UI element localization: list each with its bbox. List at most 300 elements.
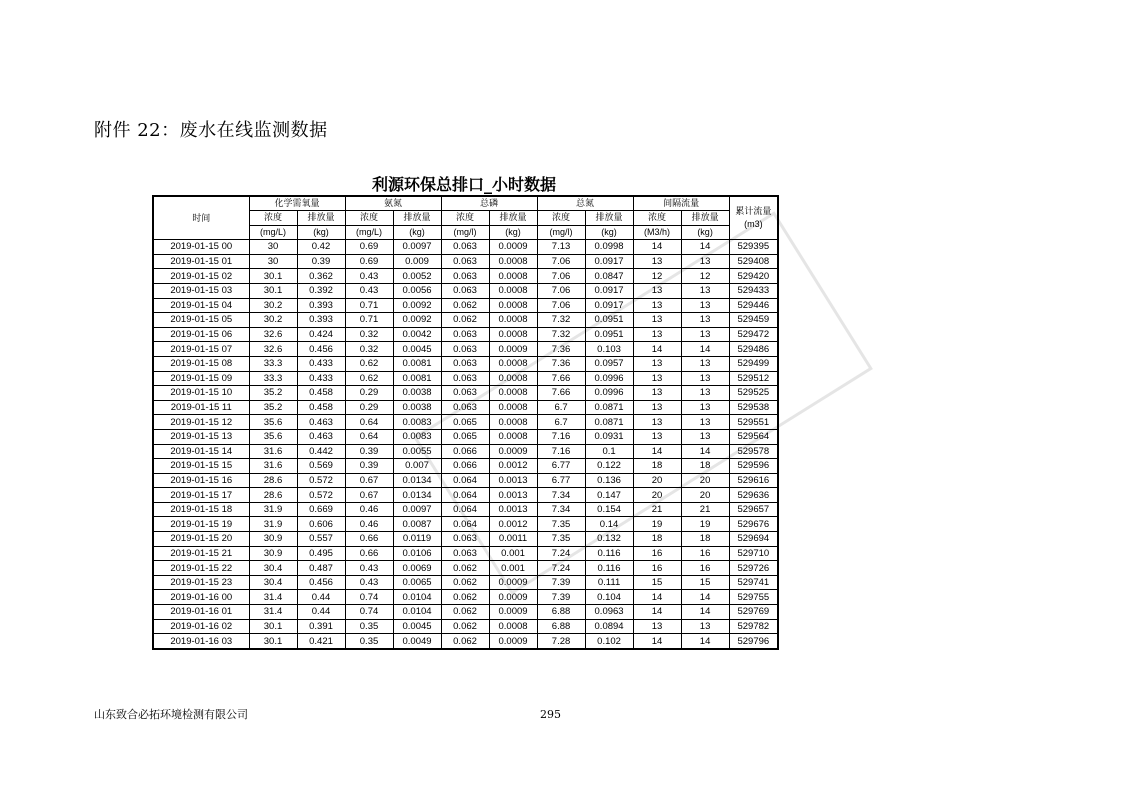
value-cell: 6.88 [537, 619, 585, 634]
time-cell: 2019-01-15 18 [153, 502, 249, 517]
table-row [153, 619, 778, 634]
value-cell: 0.063 [441, 532, 489, 547]
unit-header: (mg/l) [537, 225, 585, 240]
value-cell: 0.44 [297, 605, 345, 620]
group-header: 总氮 [537, 196, 633, 211]
unit-header: (kg) [585, 225, 633, 240]
time-cell: 2019-01-15 02 [153, 269, 249, 284]
value-cell: 529564 [729, 429, 778, 444]
value-cell: 0.0871 [585, 400, 633, 415]
value-cell: 7.66 [537, 371, 585, 386]
value-cell: 0.0045 [393, 619, 441, 634]
value-cell: 35.6 [249, 429, 297, 444]
value-cell: 0.0013 [489, 502, 537, 517]
table-title: 利源环保总排口_小时数据 [371, 175, 556, 194]
value-cell: 20 [633, 473, 681, 488]
value-cell: 20 [681, 473, 729, 488]
value-cell: 0.67 [345, 488, 393, 503]
value-cell: 0.35 [345, 634, 393, 649]
value-cell: 0.0087 [393, 517, 441, 532]
value-cell: 13 [633, 298, 681, 313]
table-row [153, 444, 778, 459]
value-cell: 0.66 [345, 532, 393, 547]
value-cell: 13 [681, 371, 729, 386]
value-cell: 0.66 [345, 546, 393, 561]
time-cell: 2019-01-16 03 [153, 634, 249, 649]
value-cell: 0.063 [441, 327, 489, 342]
time-cell: 2019-01-16 01 [153, 605, 249, 620]
value-cell: 7.39 [537, 575, 585, 590]
value-cell: 0.0042 [393, 327, 441, 342]
value-cell: 529710 [729, 546, 778, 561]
value-cell: 19 [633, 517, 681, 532]
value-cell: 0.0013 [489, 473, 537, 488]
value-cell: 33.3 [249, 371, 297, 386]
value-cell: 14 [633, 444, 681, 459]
value-cell: 0.0055 [393, 444, 441, 459]
table-row [153, 517, 778, 532]
value-cell: 0.0009 [489, 590, 537, 605]
value-cell: 0.063 [441, 356, 489, 371]
unit-header: (M3/h) [633, 225, 681, 240]
value-cell: 0.0083 [393, 415, 441, 430]
value-cell: 0.063 [441, 254, 489, 269]
value-cell: 0.062 [441, 605, 489, 620]
value-cell: 0.062 [441, 634, 489, 649]
value-cell: 0.0008 [489, 619, 537, 634]
value-cell: 0.669 [297, 502, 345, 517]
value-cell: 0.569 [297, 459, 345, 474]
time-cell: 2019-01-15 14 [153, 444, 249, 459]
unit-header: (kg) [297, 225, 345, 240]
value-cell: 12 [681, 269, 729, 284]
value-cell: 0.0008 [489, 400, 537, 415]
cumulative-header-label: 累计流量 [735, 206, 772, 217]
value-cell: 0.29 [345, 386, 393, 401]
value-cell: 0.424 [297, 327, 345, 342]
value-cell: 13 [681, 400, 729, 415]
value-cell: 0.0996 [585, 386, 633, 401]
value-cell: 14 [681, 605, 729, 620]
table-row [153, 634, 778, 649]
value-cell: 529578 [729, 444, 778, 459]
value-cell: 0.0008 [489, 254, 537, 269]
value-cell: 529408 [729, 254, 778, 269]
value-cell: 0.0009 [489, 342, 537, 357]
value-cell: 18 [681, 459, 729, 474]
column-header: 浓度 [249, 211, 297, 226]
value-cell: 35.2 [249, 400, 297, 415]
value-cell: 529512 [729, 371, 778, 386]
value-cell: 0.393 [297, 298, 345, 313]
time-cell: 2019-01-15 23 [153, 575, 249, 590]
value-cell: 20 [681, 488, 729, 503]
value-cell: 0.0917 [585, 283, 633, 298]
value-cell: 13 [633, 356, 681, 371]
value-cell: 0.0092 [393, 313, 441, 328]
column-header: 浓度 [345, 211, 393, 226]
value-cell: 0.116 [585, 546, 633, 561]
value-cell: 0.0996 [585, 371, 633, 386]
value-cell: 0.495 [297, 546, 345, 561]
value-cell: 6.77 [537, 473, 585, 488]
value-cell: 529499 [729, 356, 778, 371]
time-cell: 2019-01-15 06 [153, 327, 249, 342]
value-cell: 529486 [729, 342, 778, 357]
table-row [153, 386, 778, 401]
value-cell: 0.104 [585, 590, 633, 605]
value-cell: 13 [681, 356, 729, 371]
value-cell: 13 [681, 254, 729, 269]
value-cell: 0.0009 [489, 575, 537, 590]
value-cell: 0.458 [297, 386, 345, 401]
value-cell: 0.433 [297, 371, 345, 386]
value-cell: 0.0009 [489, 634, 537, 649]
value-cell: 0.1 [585, 444, 633, 459]
value-cell: 7.32 [537, 313, 585, 328]
value-cell: 30.1 [249, 619, 297, 634]
value-cell: 18 [633, 532, 681, 547]
value-cell: 0.0104 [393, 605, 441, 620]
value-cell: 0.0134 [393, 488, 441, 503]
value-cell: 7.39 [537, 590, 585, 605]
footer-company: 山东致合必拓环境检测有限公司 [94, 708, 248, 721]
value-cell: 6.7 [537, 415, 585, 430]
value-cell: 28.6 [249, 488, 297, 503]
monitoring-data-table [152, 195, 779, 650]
value-cell: 0.433 [297, 356, 345, 371]
value-cell: 13 [633, 283, 681, 298]
value-cell: 0.0081 [393, 356, 441, 371]
table-row [153, 473, 778, 488]
column-header: 浓度 [537, 211, 585, 226]
value-cell: 31.6 [249, 459, 297, 474]
value-cell: 14 [633, 590, 681, 605]
value-cell: 0.0104 [393, 590, 441, 605]
group-header: 氨氮 [345, 196, 441, 211]
unit-header: (mg/L) [249, 225, 297, 240]
value-cell: 0.0008 [489, 283, 537, 298]
unit-header: (kg) [393, 225, 441, 240]
table-row [153, 327, 778, 342]
value-cell: 0.421 [297, 634, 345, 649]
value-cell: 0.32 [345, 342, 393, 357]
value-cell: 0.39 [297, 254, 345, 269]
value-cell: 0.463 [297, 429, 345, 444]
value-cell: 0.062 [441, 619, 489, 634]
value-cell: 0.062 [441, 313, 489, 328]
table-row [153, 283, 778, 298]
value-cell: 0.0049 [393, 634, 441, 649]
value-cell: 0.0069 [393, 561, 441, 576]
value-cell: 0.007 [393, 459, 441, 474]
value-cell: 0.392 [297, 283, 345, 298]
value-cell: 13 [633, 619, 681, 634]
value-cell: 31.9 [249, 502, 297, 517]
value-cell: 0.0038 [393, 400, 441, 415]
value-cell: 0.062 [441, 590, 489, 605]
value-cell: 30.1 [249, 634, 297, 649]
value-cell: 0.35 [345, 619, 393, 634]
value-cell: 31.6 [249, 444, 297, 459]
table-row [153, 415, 778, 430]
value-cell: 529694 [729, 532, 778, 547]
column-header: 排放量 [585, 211, 633, 226]
time-cell: 2019-01-15 04 [153, 298, 249, 313]
value-cell: 13 [633, 429, 681, 444]
table-row [153, 298, 778, 313]
time-header: 时间 [153, 196, 249, 240]
value-cell: 13 [681, 327, 729, 342]
table-row [153, 371, 778, 386]
value-cell: 13 [633, 371, 681, 386]
value-cell: 529616 [729, 473, 778, 488]
value-cell: 529657 [729, 502, 778, 517]
value-cell: 7.36 [537, 356, 585, 371]
table-row [153, 605, 778, 620]
value-cell: 7.13 [537, 240, 585, 255]
value-cell: 30.1 [249, 283, 297, 298]
time-cell: 2019-01-15 03 [153, 283, 249, 298]
value-cell: 7.06 [537, 283, 585, 298]
value-cell: 30.9 [249, 546, 297, 561]
value-cell: 0.572 [297, 488, 345, 503]
time-cell: 2019-01-15 22 [153, 561, 249, 576]
value-cell: 0.456 [297, 575, 345, 590]
value-cell: 13 [681, 429, 729, 444]
value-cell: 0.39 [345, 459, 393, 474]
table-row [153, 313, 778, 328]
value-cell: 33.3 [249, 356, 297, 371]
value-cell: 21 [633, 502, 681, 517]
value-cell: 529446 [729, 298, 778, 313]
value-cell: 16 [681, 561, 729, 576]
table-row [153, 429, 778, 444]
value-cell: 0.0957 [585, 356, 633, 371]
value-cell: 0.0871 [585, 415, 633, 430]
table-row [153, 356, 778, 371]
value-cell: 0.062 [441, 575, 489, 590]
value-cell: 0.487 [297, 561, 345, 576]
value-cell: 0.0083 [393, 429, 441, 444]
value-cell: 0.0065 [393, 575, 441, 590]
value-cell: 0.062 [441, 561, 489, 576]
value-cell: 0.71 [345, 298, 393, 313]
value-cell: 529551 [729, 415, 778, 430]
value-cell: 7.36 [537, 342, 585, 357]
value-cell: 28.6 [249, 473, 297, 488]
group-header: 化学需氧量 [249, 196, 345, 211]
value-cell: 0.0931 [585, 429, 633, 444]
table-row [153, 561, 778, 576]
table-body [153, 240, 778, 649]
value-cell: 31.4 [249, 605, 297, 620]
value-cell: 0.69 [345, 254, 393, 269]
value-cell: 30 [249, 240, 297, 255]
value-cell: 0.0963 [585, 605, 633, 620]
value-cell: 0.0052 [393, 269, 441, 284]
value-cell: 0.0009 [489, 240, 537, 255]
value-cell: 13 [633, 327, 681, 342]
value-cell: 0.063 [441, 386, 489, 401]
value-cell: 7.06 [537, 254, 585, 269]
value-cell: 529741 [729, 575, 778, 590]
value-cell: 13 [681, 386, 729, 401]
value-cell: 7.06 [537, 298, 585, 313]
value-cell: 0.74 [345, 605, 393, 620]
value-cell: 14 [633, 605, 681, 620]
value-cell: 0.32 [345, 327, 393, 342]
value-cell: 0.46 [345, 502, 393, 517]
value-cell: 529769 [729, 605, 778, 620]
value-cell: 30.4 [249, 561, 297, 576]
value-cell: 529525 [729, 386, 778, 401]
value-cell: 0.102 [585, 634, 633, 649]
value-cell: 7.28 [537, 634, 585, 649]
value-cell: 32.6 [249, 327, 297, 342]
value-cell: 0.71 [345, 313, 393, 328]
value-cell: 529782 [729, 619, 778, 634]
value-cell: 0.43 [345, 575, 393, 590]
value-cell: 16 [633, 561, 681, 576]
value-cell: 0.44 [297, 590, 345, 605]
value-cell: 0.136 [585, 473, 633, 488]
table-row [153, 240, 778, 255]
value-cell: 0.103 [585, 342, 633, 357]
value-cell: 0.122 [585, 459, 633, 474]
value-cell: 0.0013 [489, 488, 537, 503]
value-cell: 18 [681, 532, 729, 547]
value-cell: 32.6 [249, 342, 297, 357]
time-cell: 2019-01-15 01 [153, 254, 249, 269]
value-cell: 16 [681, 546, 729, 561]
value-cell: 7.35 [537, 532, 585, 547]
value-cell: 0.065 [441, 429, 489, 444]
value-cell: 14 [633, 342, 681, 357]
value-cell: 0.147 [585, 488, 633, 503]
value-cell: 529636 [729, 488, 778, 503]
value-cell: 0.0097 [393, 240, 441, 255]
value-cell: 35.2 [249, 386, 297, 401]
value-cell: 0.001 [489, 561, 537, 576]
value-cell: 14 [681, 240, 729, 255]
time-cell: 2019-01-15 20 [153, 532, 249, 547]
value-cell: 0.064 [441, 517, 489, 532]
value-cell: 0.74 [345, 590, 393, 605]
value-cell: 0.0134 [393, 473, 441, 488]
value-cell: 529596 [729, 459, 778, 474]
value-cell: 18 [633, 459, 681, 474]
value-cell: 13 [633, 400, 681, 415]
value-cell: 0.67 [345, 473, 393, 488]
value-cell: 0.0917 [585, 298, 633, 313]
value-cell: 0.116 [585, 561, 633, 576]
value-cell: 0.063 [441, 240, 489, 255]
column-header: 浓度 [441, 211, 489, 226]
value-cell: 529459 [729, 313, 778, 328]
value-cell: 0.132 [585, 532, 633, 547]
time-cell: 2019-01-15 19 [153, 517, 249, 532]
value-cell: 0.557 [297, 532, 345, 547]
column-header: 排放量 [297, 211, 345, 226]
value-cell: 0.572 [297, 473, 345, 488]
value-cell: 0.463 [297, 415, 345, 430]
value-cell: 0.46 [345, 517, 393, 532]
value-cell: 0.0847 [585, 269, 633, 284]
value-cell: 0.0008 [489, 371, 537, 386]
header-row-groups [153, 196, 778, 211]
value-cell: 30 [249, 254, 297, 269]
table-row [153, 546, 778, 561]
value-cell: 0.066 [441, 459, 489, 474]
value-cell: 0.064 [441, 502, 489, 517]
value-cell: 14 [681, 590, 729, 605]
value-cell: 529472 [729, 327, 778, 342]
value-cell: 7.34 [537, 502, 585, 517]
value-cell: 0.43 [345, 561, 393, 576]
value-cell: 30.2 [249, 298, 297, 313]
value-cell: 0.111 [585, 575, 633, 590]
unit-header: (mg/L) [345, 225, 393, 240]
value-cell: 0.0011 [489, 532, 537, 547]
value-cell: 14 [633, 240, 681, 255]
value-cell: 0.063 [441, 342, 489, 357]
time-cell: 2019-01-15 05 [153, 313, 249, 328]
value-cell: 0.64 [345, 415, 393, 430]
time-cell: 2019-01-15 09 [153, 371, 249, 386]
unit-header: (mg/l) [441, 225, 489, 240]
value-cell: 529395 [729, 240, 778, 255]
value-cell: 35.6 [249, 415, 297, 430]
value-cell: 0.64 [345, 429, 393, 444]
unit-header: (kg) [681, 225, 729, 240]
time-cell: 2019-01-15 08 [153, 356, 249, 371]
group-header: 间隔流量 [633, 196, 729, 211]
value-cell: 0.0106 [393, 546, 441, 561]
value-cell: 13 [681, 283, 729, 298]
page-number: 295 [540, 708, 561, 721]
value-cell: 7.16 [537, 444, 585, 459]
value-cell: 0.0009 [489, 605, 537, 620]
value-cell: 6.77 [537, 459, 585, 474]
value-cell: 0.0045 [393, 342, 441, 357]
value-cell: 529755 [729, 590, 778, 605]
value-cell: 0.43 [345, 269, 393, 284]
value-cell: 0.0038 [393, 386, 441, 401]
value-cell: 12 [633, 269, 681, 284]
table-row [153, 459, 778, 474]
value-cell: 529726 [729, 561, 778, 576]
column-header: 排放量 [681, 211, 729, 226]
unit-header: (kg) [489, 225, 537, 240]
value-cell: 13 [681, 415, 729, 430]
value-cell: 0.0056 [393, 283, 441, 298]
column-header: 排放量 [489, 211, 537, 226]
value-cell: 0.0894 [585, 619, 633, 634]
cumulative-header [729, 196, 778, 240]
value-cell: 529433 [729, 283, 778, 298]
value-cell: 13 [633, 254, 681, 269]
time-cell: 2019-01-15 10 [153, 386, 249, 401]
table-row [153, 400, 778, 415]
value-cell: 0.0008 [489, 327, 537, 342]
value-cell: 0.0008 [489, 298, 537, 313]
table-row [153, 590, 778, 605]
value-cell: 7.24 [537, 546, 585, 561]
value-cell: 0.62 [345, 356, 393, 371]
time-cell: 2019-01-15 13 [153, 429, 249, 444]
value-cell: 0.064 [441, 473, 489, 488]
